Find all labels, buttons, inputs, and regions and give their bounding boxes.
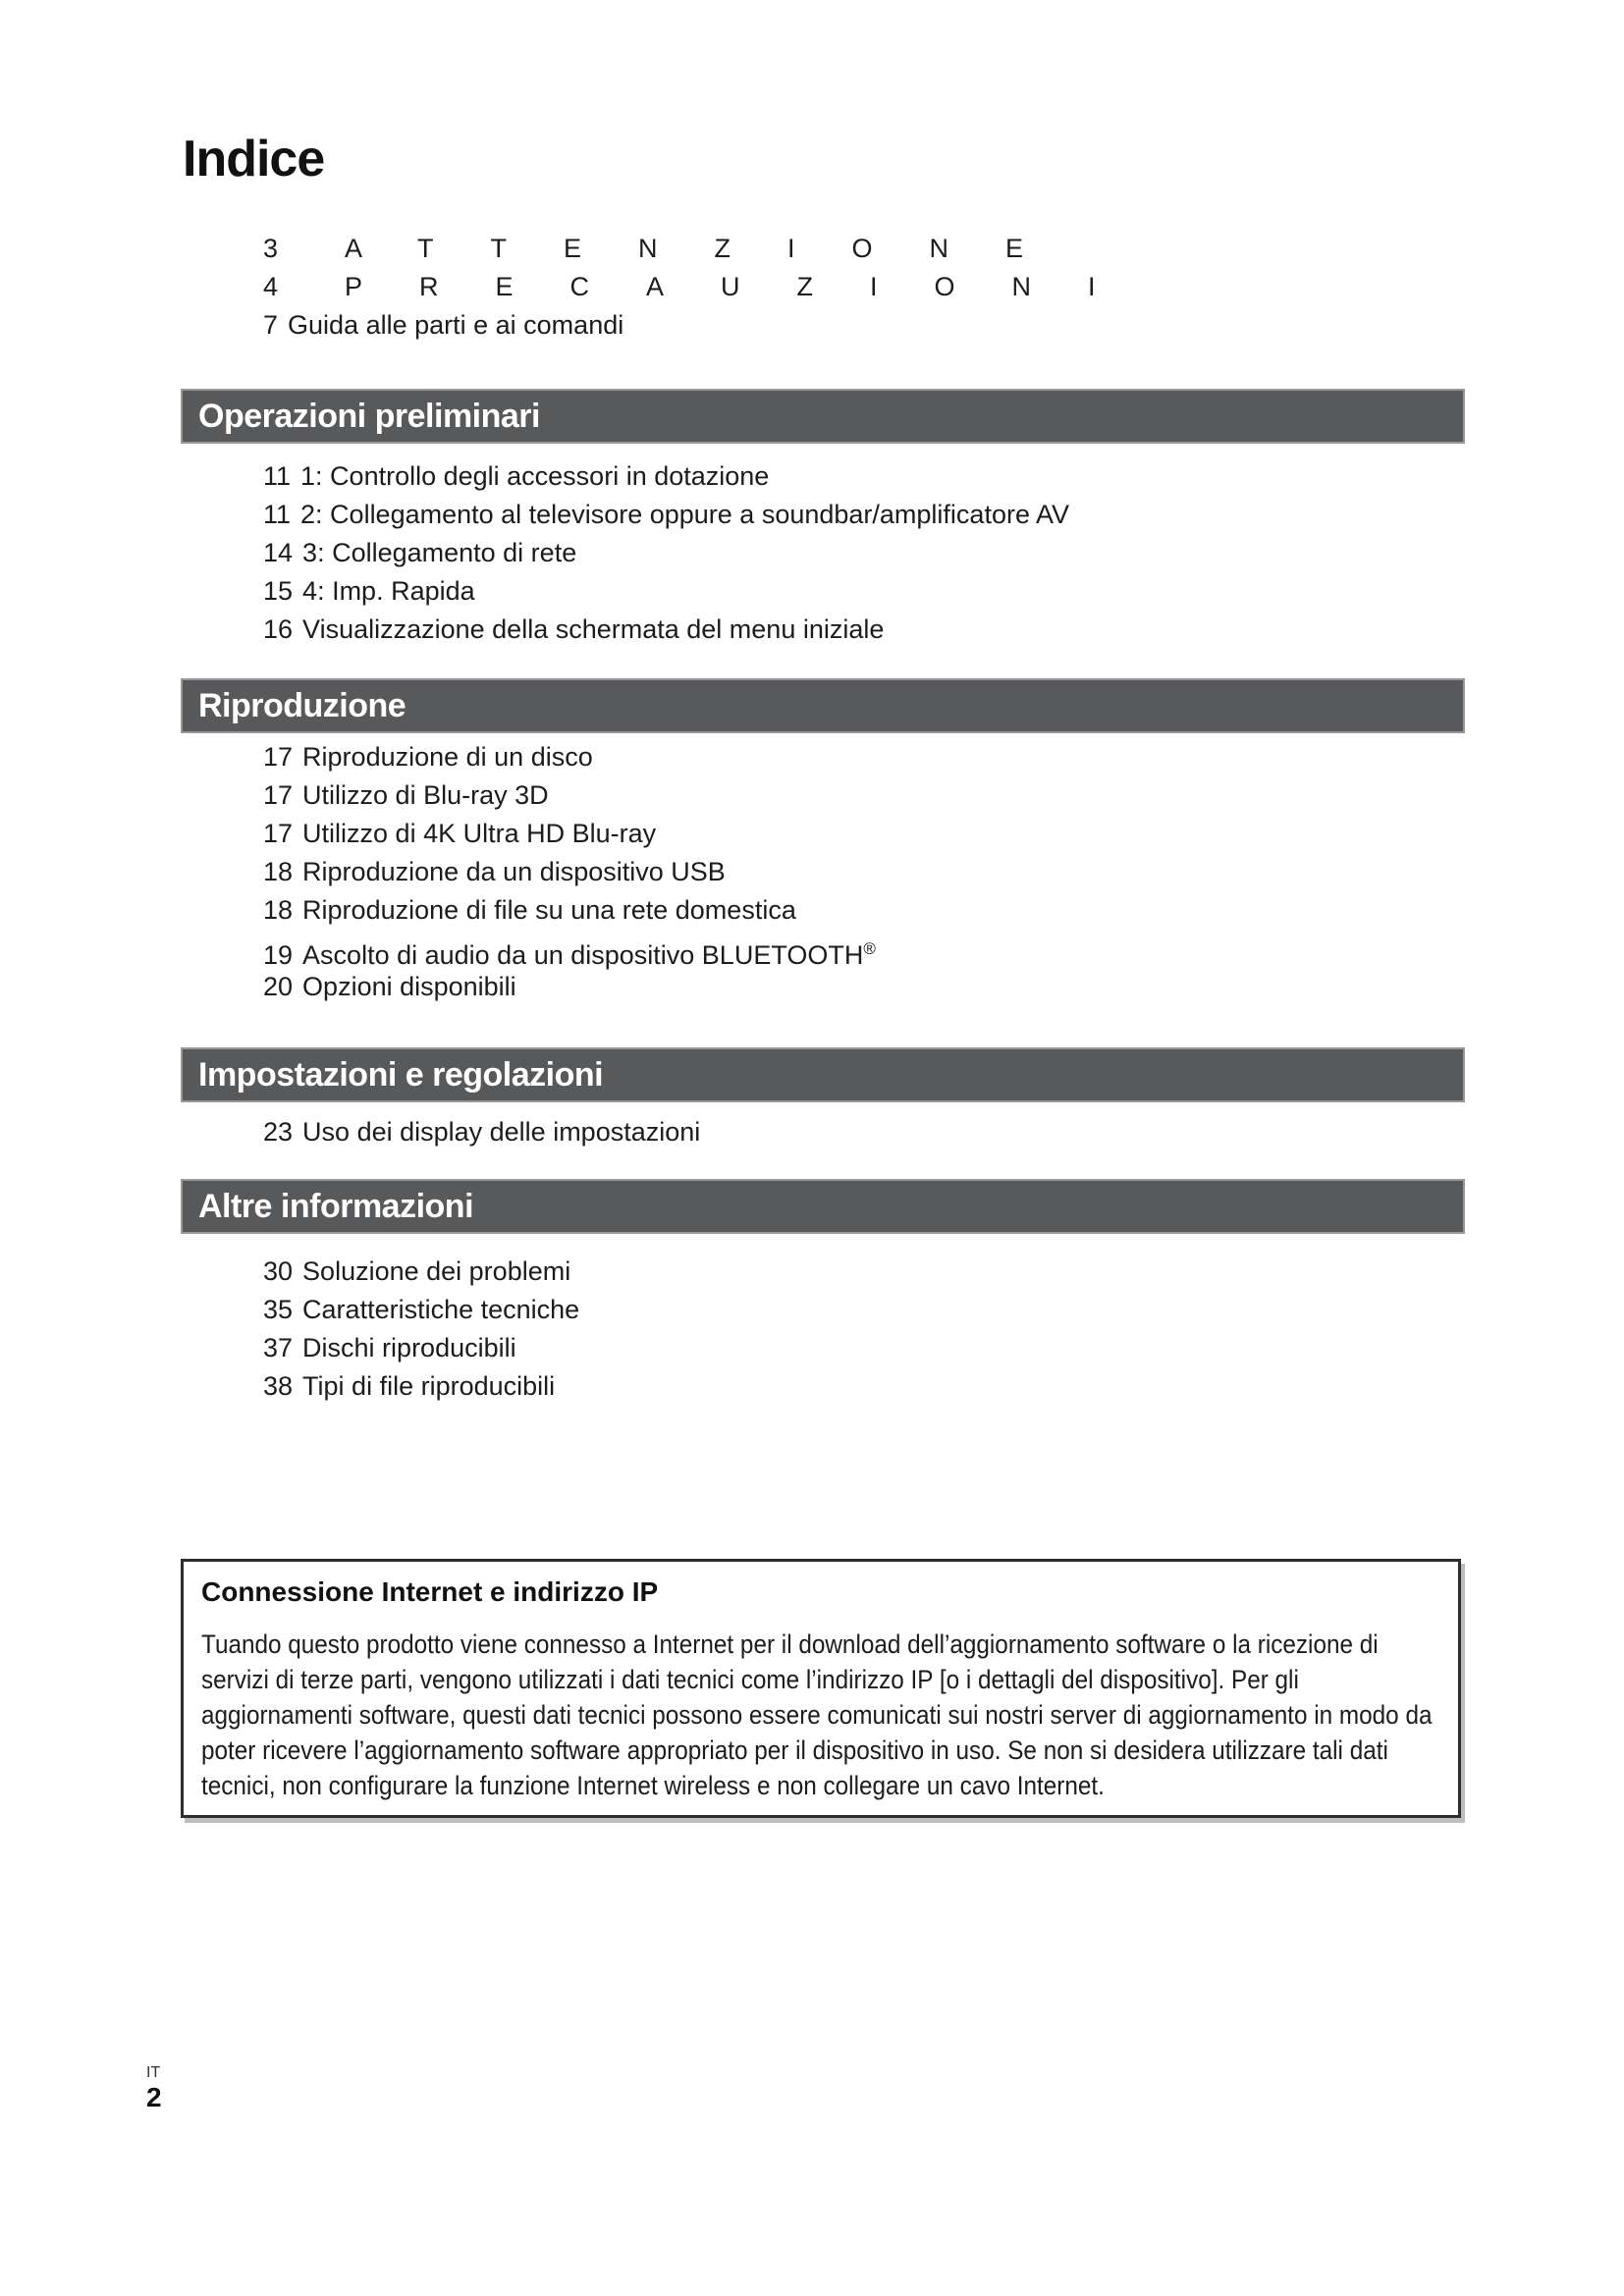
toc-entry-label: Guida alle parti e ai comandi xyxy=(288,310,624,340)
toc-entry xyxy=(263,534,1463,572)
toc-entry xyxy=(263,1329,1463,1367)
toc-entry-label: 3: Collegamento di rete xyxy=(302,538,577,567)
toc-entry-page: 17 xyxy=(263,780,294,810)
section-toc-list-riproduzione xyxy=(183,738,1463,1006)
toc-entry-label: 4: Imp. Rapida xyxy=(302,576,475,606)
toc-entry-page: 14 xyxy=(263,538,294,567)
registered-trademark-symbol: ® xyxy=(863,939,876,958)
toc-entry-label: Dischi riproducibili xyxy=(302,1333,516,1362)
toc-entry-page: 16 xyxy=(263,614,294,644)
toc-entry-page: 17 xyxy=(263,819,294,848)
front-toc-list xyxy=(183,230,1463,345)
section-header-impostazioni-e-regolazioni xyxy=(181,1047,1465,1102)
toc-entry xyxy=(263,930,1463,968)
page-title: Indice xyxy=(183,131,325,187)
toc-entry-page: 3 xyxy=(263,234,279,263)
section-title: Impostazioni e regolazioni xyxy=(198,1056,604,1094)
toc-entry-label: 2: Collegamento al televisore oppure a soundbar/amplificatore AV xyxy=(300,500,1069,529)
notice-body: Tuando questo prodotto viene connesso a Internet per il download dell’aggiornamento software o la ricezione di servizi di terze parti, vengono utilizzati i dati tecnici come l’indirizzo IP [o i dettagli del dispositivo]. Per gli aggiornamenti software, questi dati tecnici possono essere comunicati sui nostri server di aggiornamento in modo da poter ricevere l’aggiornamento software appropriato per il dispositivo in uso. Se non si desidera utilizzare tali dati tecnici, non configurare la funzione Internet wireless e non collegare un cavo Internet. xyxy=(201,1629,1433,1800)
toc-entry xyxy=(263,230,1463,268)
toc-entry xyxy=(263,611,1463,649)
toc-entry xyxy=(263,306,1463,345)
notice-title: Connessione Internet e indirizzo IP xyxy=(201,1576,659,1607)
toc-entry-page: 23 xyxy=(263,1117,294,1147)
section-title: Riproduzione xyxy=(198,687,406,724)
section-title: Operazioni preliminari xyxy=(198,398,540,435)
section-title: Altre informazioni xyxy=(198,1188,474,1225)
toc-entry xyxy=(263,776,1463,815)
toc-entry-page: 4 xyxy=(263,272,279,301)
section-toc-list-altre-informazioni xyxy=(183,1253,1463,1406)
toc-entry xyxy=(263,1113,1463,1151)
toc-entry xyxy=(263,853,1463,891)
toc-entry-page: 37 xyxy=(263,1333,294,1362)
toc-entry xyxy=(263,1291,1463,1329)
toc-entry xyxy=(263,815,1463,853)
toc-entry xyxy=(263,496,1463,534)
page-footer xyxy=(146,2064,162,2113)
toc-entry-page: 19 xyxy=(263,940,294,970)
toc-entry-label: Soluzione dei problemi xyxy=(302,1256,571,1286)
toc-entry-page: 18 xyxy=(263,895,294,925)
toc-entry-label: Opzioni disponibili xyxy=(302,972,516,1001)
toc-entry-label: Utilizzo di 4K Ultra HD Blu-ray xyxy=(302,819,657,848)
section-header-operazioni-preliminari xyxy=(181,389,1465,444)
toc-entry-label: Riproduzione di un disco xyxy=(302,742,593,772)
toc-entry-page: 35 xyxy=(263,1295,294,1324)
toc-entry-page: 11 xyxy=(263,500,292,529)
toc-entry-page: 38 xyxy=(263,1371,294,1401)
toc-entry-label: PRECAUZIONI xyxy=(345,272,1153,301)
toc-entry xyxy=(263,1367,1463,1406)
internet-notice-box xyxy=(181,1559,1461,1818)
toc-entry xyxy=(263,572,1463,611)
toc-entry-label: Uso dei display delle impostazioni xyxy=(302,1117,701,1147)
section-toc-list-operazioni xyxy=(183,457,1463,649)
toc-entry xyxy=(263,1253,1463,1291)
toc-entry-page: 17 xyxy=(263,742,294,772)
toc-entry-label: Utilizzo di Blu-ray 3D xyxy=(302,780,549,810)
toc-entry-label: Caratteristiche tecniche xyxy=(302,1295,580,1324)
section-header-altre-informazioni xyxy=(181,1179,1465,1234)
toc-entry-page: 20 xyxy=(263,972,294,1001)
toc-entry-page: 7 xyxy=(263,310,279,340)
toc-entry-page: 15 xyxy=(263,576,294,606)
toc-entry-label: Riproduzione da un dispositivo USB xyxy=(302,857,726,886)
section-header-riproduzione xyxy=(181,678,1465,733)
toc-entry xyxy=(263,738,1463,776)
toc-entry-page: 11 xyxy=(263,461,292,491)
toc-entry-label: 1: Controllo degli accessori in dotazione xyxy=(300,461,770,491)
language-label: IT xyxy=(146,2064,161,2081)
toc-entry-label: Tipi di file riproducibili xyxy=(302,1371,556,1401)
toc-entry-page: 18 xyxy=(263,857,294,886)
toc-entry xyxy=(263,891,1463,930)
toc-entry-page: 30 xyxy=(263,1256,294,1286)
toc-entry-label: Ascolto di audio da un dispositivo BLUETOOTH® xyxy=(302,939,876,970)
section-toc-list-impostazioni xyxy=(183,1113,1463,1151)
toc-entry-label: Visualizzazione della schermata del menu iniziale xyxy=(302,614,885,644)
page-number: 2 xyxy=(146,2082,162,2112)
toc-entry xyxy=(263,457,1463,496)
toc-entry-label: Riproduzione di file su una rete domestica xyxy=(302,895,796,925)
toc-entry-label: ATTENZIONE xyxy=(345,234,1081,263)
toc-entry xyxy=(263,268,1463,306)
